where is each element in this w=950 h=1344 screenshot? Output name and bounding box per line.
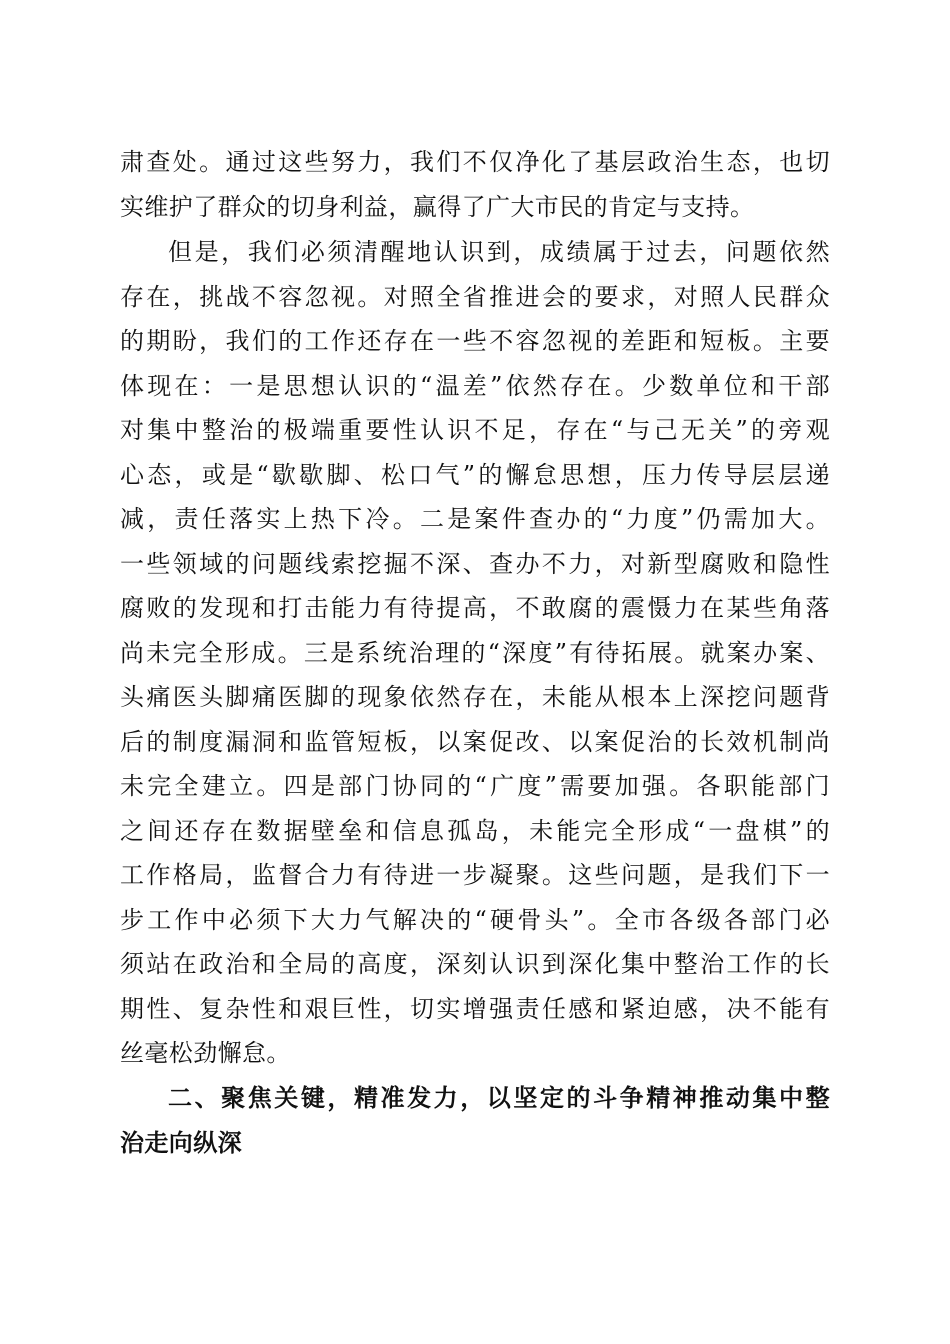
- text-line: 体现在：一是思想认识的“温差”依然存在。少数单位和干部: [120, 371, 830, 400]
- text-line: 减，责任落实上热下冷。二是案件查办的“力度”仍需加大。: [120, 505, 830, 533]
- section-heading: [120, 1076, 830, 1165]
- paragraph-continuation: [120, 140, 830, 229]
- text-line: 后的制度漏洞和监管短板，以案促改、以案促治的长效机制尚: [120, 727, 830, 756]
- text-line: 尚未完全形成。三是系统治理的“深度”有待拓展。就案办案、: [120, 638, 830, 667]
- text-line: 步工作中必须下大力气解决的“硬骨头”。全市各级各部门必: [120, 905, 830, 934]
- text-line: 存在，挑战不容忽视。对照全省推进会的要求，对照人民群众: [120, 282, 830, 311]
- text-line: 肃查处。通过这些努力，我们不仅净化了基层政治生态，也切: [120, 148, 830, 176]
- text-line: 但是，我们必须清醒地认识到，成绩属于过去，问题依然: [168, 238, 830, 266]
- heading-line: 二、聚焦关键，精准发力，以坚定的斗争精神推动集中整: [168, 1084, 830, 1112]
- text-line: 实维护了群众的切身利益，赢得了广大市民的肯定与支持。: [120, 192, 755, 221]
- text-line: 工作格局，监督合力有待进一步凝聚。这些问题，是我们下一: [120, 861, 830, 889]
- text-line: 的期盼，我们的工作还存在一些不容忽视的差距和短板。主要: [120, 327, 830, 355]
- text-line: 对集中整治的极端重要性认识不足，存在“与己无关”的旁观: [120, 416, 830, 444]
- paragraph-problems: [120, 230, 830, 1076]
- text-line: 期性、复杂性和艰巨性，切实增强责任感和紧迫感，决不能有: [120, 994, 830, 1023]
- text-line: 须站在政治和全局的高度，深刻认识到深化集中整治工作的长: [120, 950, 830, 978]
- text-line: 丝毫松劲懈怠。: [120, 1039, 291, 1067]
- text-line: 一些领域的问题线索挖掘不深、查办不力，对新型腐败和隐性: [120, 549, 830, 578]
- heading-line: 治走向纵深: [120, 1128, 242, 1157]
- text-line: 腐败的发现和打击能力有待提高，不敢腐的震慑力在某些角落: [120, 594, 830, 622]
- text-line: 未完全建立。四是部门协同的“广度”需要加强。各职能部门: [120, 772, 830, 800]
- text-line: 之间还存在数据壁垒和信息孤岛，未能完全形成“一盘棋”的: [120, 816, 830, 845]
- text-line: 头痛医头脚痛医脚的现象依然存在，未能从根本上深挖问题背: [120, 683, 830, 711]
- text-line: 心态，或是“歇歇脚、松口气”的懈怠思想，压力传导层层递: [120, 460, 830, 489]
